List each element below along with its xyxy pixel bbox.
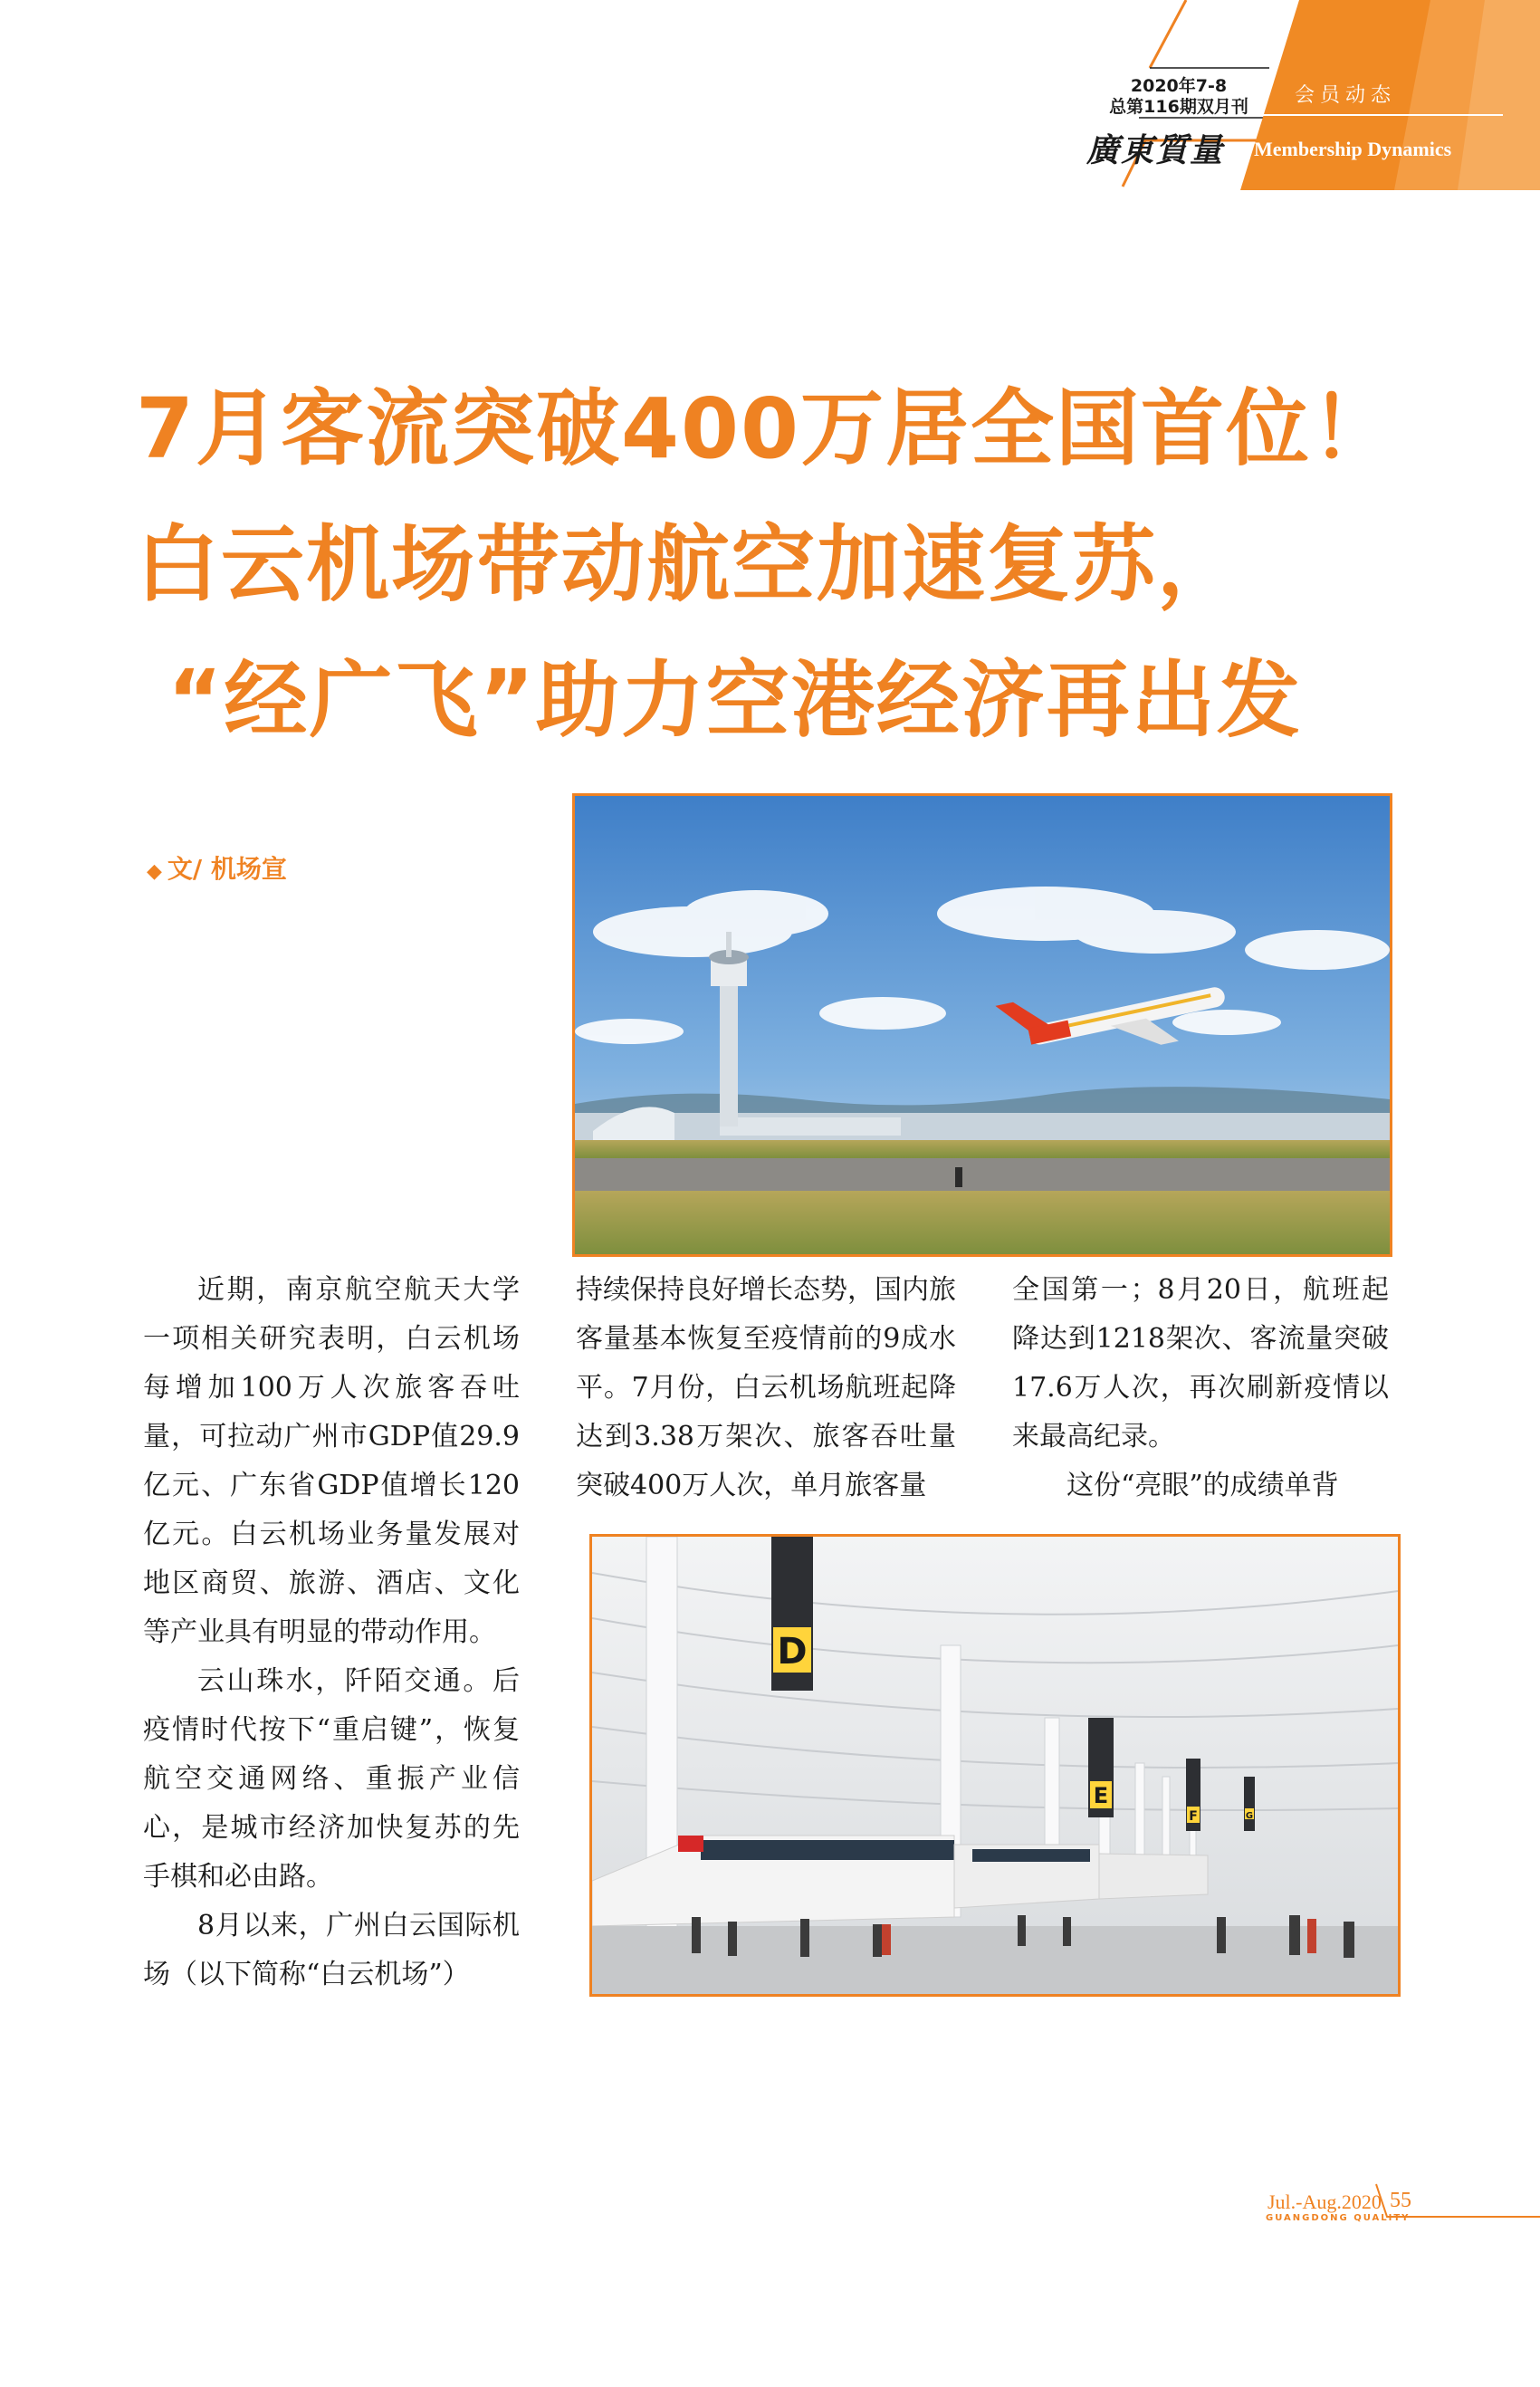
issue-info	[1097, 76, 1260, 118]
paragraph: 持续保持良好增长态势，国内旅客量基本恢复至疫情前的9成水平。7月份，白云机场航班起降达到3.38万架次、旅客吞吐量突破400万人次，单月旅客量	[576, 1274, 956, 1501]
section-title: 会员动态	[1295, 84, 1397, 107]
headline-line-2: 白云机场带动航空加速复苏，	[136, 516, 1243, 613]
runway-image	[575, 796, 1390, 1254]
gate-sign-f: F	[1189, 1809, 1198, 1824]
gate-sign-e: E	[1093, 1783, 1109, 1808]
terminal-image	[592, 1537, 1398, 1994]
issue-number: 总第116期双月刊	[1109, 97, 1248, 117]
paragraph: 这份“亮眼”的成绩单背	[1067, 1470, 1339, 1501]
issue-date: 2020年7-8	[1130, 76, 1228, 96]
article-column-1	[143, 1266, 520, 1999]
paragraph: 云山珠水，阡陌交通。后疫情时代按下“重启键”，恢复航空交通网络、重振产业信心，是城市经济加快复苏的先手棋和必由路。	[143, 1665, 520, 1893]
paragraph: 全国第一；8月20日，航班起降达到1218架次、客流量突破17.6万人次，再次刷新疫情以来最高纪录。	[1012, 1274, 1389, 1452]
article-column-2	[576, 1266, 956, 1510]
paragraph: 近期，南京航空航天大学一项相关研究表明，白云机场每增加100万人次旅客吞吐量，可拉动广州市GDP值29.9亿元、广东省GDP值增长120亿元。白云机场业务量发展对地区商贸、旅游、酒店、文化等产业具有明显的带动作用。	[143, 1274, 520, 1648]
headline-line-1: 7月客流突破400万居全国首位！	[136, 380, 1397, 477]
article-column-3	[1012, 1266, 1389, 1510]
page-number: 55	[1390, 2189, 1411, 2212]
byline	[147, 849, 287, 886]
photo-terminal-interior	[589, 1534, 1401, 1997]
paragraph: 8月以来，广州白云国际机场（以下简称“白云机场”）	[143, 1910, 520, 1990]
headline-line-3: “经广飞”助力空港经济再出发	[167, 652, 1302, 749]
photo-airport-runway	[572, 793, 1392, 1257]
gate-sign-g: G	[1245, 1811, 1254, 1821]
footer-date: Jul.-Aug.2020	[1267, 2190, 1382, 2213]
gate-sign-d: D	[777, 1631, 808, 1673]
magazine-logo: 廣東質量	[1086, 131, 1225, 169]
section-title-en: Membership Dynamics	[1254, 138, 1452, 160]
byline-author: 文/ 机场宣	[167, 854, 287, 884]
diamond-icon: ◆	[147, 860, 162, 883]
footer-magazine-name: GUANGDONG QUALITY	[1266, 2213, 1411, 2223]
